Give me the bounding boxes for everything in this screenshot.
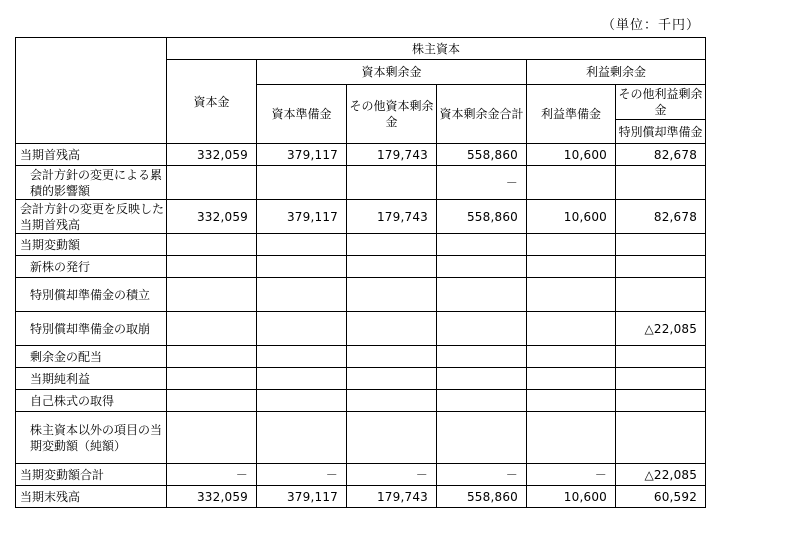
value-cell: － [527, 464, 616, 486]
row-label: 当期変動額合計 [16, 464, 167, 486]
value-cell [437, 390, 527, 412]
value-cell [527, 278, 616, 312]
special-depreciation-reserve-header: 特別償却準備金 [616, 120, 706, 144]
capital-surplus-total-header: 資本剰余金合計 [437, 85, 527, 144]
value-cell: 558,860 [437, 144, 527, 166]
value-cell [167, 312, 257, 346]
value-cell [347, 412, 437, 464]
value-cell: 10,600 [527, 200, 616, 234]
value-cell: 10,600 [527, 144, 616, 166]
value-cell [257, 166, 347, 200]
row-label: 当期変動額 [16, 234, 167, 256]
table-row [16, 486, 706, 508]
value-cell: 558,860 [437, 486, 527, 508]
value-cell [616, 256, 706, 278]
value-cell [437, 346, 527, 368]
equity-statement-table [15, 37, 706, 508]
value-cell: － [347, 464, 437, 486]
value-cell [437, 368, 527, 390]
value-cell [347, 390, 437, 412]
row-label: 特別償却準備金の積立 [16, 278, 167, 312]
value-cell [437, 234, 527, 256]
row-label: 会計方針の変更による累積的影響額 [16, 166, 167, 200]
row-label-header [16, 38, 167, 144]
row-label: 自己株式の取得 [16, 390, 167, 412]
value-cell: － [437, 464, 527, 486]
row-label: 株主資本以外の項目の当期変動額（純額） [16, 412, 167, 464]
value-cell [257, 412, 347, 464]
row-label: 当期末残高 [16, 486, 167, 508]
value-cell [616, 368, 706, 390]
table-row [16, 256, 706, 278]
value-cell [167, 234, 257, 256]
table-row [16, 234, 706, 256]
other-retained-earnings-header: その他利益剰余金 [616, 85, 706, 120]
value-cell [527, 312, 616, 346]
value-cell [167, 412, 257, 464]
value-cell: 179,743 [347, 200, 437, 234]
value-cell [527, 368, 616, 390]
other-capital-surplus-header: その他資本剰余金 [347, 85, 437, 144]
value-cell: 60,592 [616, 486, 706, 508]
value-cell [347, 256, 437, 278]
value-cell: 379,117 [257, 486, 347, 508]
shareholders-equity-header: 株主資本 [167, 38, 706, 60]
value-cell [167, 256, 257, 278]
value-cell [257, 256, 347, 278]
value-cell [527, 166, 616, 200]
row-label: 剰余金の配当 [16, 346, 167, 368]
value-cell [527, 390, 616, 412]
value-cell [347, 368, 437, 390]
value-cell [347, 346, 437, 368]
row-label: 会計方針の変更を反映した当期首残高 [16, 200, 167, 234]
value-cell: 179,743 [347, 486, 437, 508]
value-cell [167, 368, 257, 390]
value-cell [616, 234, 706, 256]
value-cell [167, 278, 257, 312]
value-cell [616, 412, 706, 464]
value-cell [437, 312, 527, 346]
value-cell [167, 390, 257, 412]
value-cell: 179,743 [347, 144, 437, 166]
value-cell [527, 256, 616, 278]
value-cell: 332,059 [167, 200, 257, 234]
value-cell [167, 346, 257, 368]
table-row [16, 390, 706, 412]
table-row [16, 346, 706, 368]
table-row [16, 166, 706, 200]
row-label: 特別償却準備金の取崩 [16, 312, 167, 346]
value-cell [527, 412, 616, 464]
value-cell [527, 234, 616, 256]
value-cell [257, 390, 347, 412]
value-cell [437, 412, 527, 464]
value-cell [347, 234, 437, 256]
table-row [16, 368, 706, 390]
value-cell [616, 346, 706, 368]
value-cell [527, 346, 616, 368]
value-cell [257, 312, 347, 346]
row-label: 新株の発行 [16, 256, 167, 278]
value-cell: － [257, 464, 347, 486]
value-cell [257, 368, 347, 390]
table-row [16, 412, 706, 464]
capital-surplus-header: 資本剰余金 [257, 60, 527, 85]
value-cell: 82,678 [616, 144, 706, 166]
value-cell: 332,059 [167, 486, 257, 508]
value-cell [616, 166, 706, 200]
value-cell [616, 278, 706, 312]
table-row [16, 144, 706, 166]
table-body [16, 144, 706, 508]
unit-label: （単位：千円） [601, 18, 700, 33]
value-cell [347, 312, 437, 346]
capital-stock-header: 資本金 [167, 60, 257, 144]
row-label: 当期純利益 [16, 368, 167, 390]
value-cell [616, 390, 706, 412]
value-cell: △22,085 [616, 312, 706, 346]
value-cell: 82,678 [616, 200, 706, 234]
value-cell: 10,600 [527, 486, 616, 508]
value-cell: － [437, 166, 527, 200]
capital-reserve-header: 資本準備金 [257, 85, 347, 144]
table-row [16, 278, 706, 312]
value-cell: △22,085 [616, 464, 706, 486]
value-cell [437, 278, 527, 312]
table-row [16, 464, 706, 486]
value-cell [257, 346, 347, 368]
value-cell [437, 256, 527, 278]
value-cell [347, 278, 437, 312]
table-row [16, 312, 706, 346]
legal-retained-earnings-header: 利益準備金 [527, 85, 616, 144]
value-cell [257, 234, 347, 256]
value-cell [257, 278, 347, 312]
table-row [16, 200, 706, 234]
value-cell: － [167, 464, 257, 486]
value-cell [347, 166, 437, 200]
value-cell: 379,117 [257, 144, 347, 166]
row-label: 当期首残高 [16, 144, 167, 166]
value-cell: 379,117 [257, 200, 347, 234]
retained-earnings-header: 利益剰余金 [527, 60, 706, 85]
value-cell: 332,059 [167, 144, 257, 166]
value-cell: 558,860 [437, 200, 527, 234]
value-cell [167, 166, 257, 200]
